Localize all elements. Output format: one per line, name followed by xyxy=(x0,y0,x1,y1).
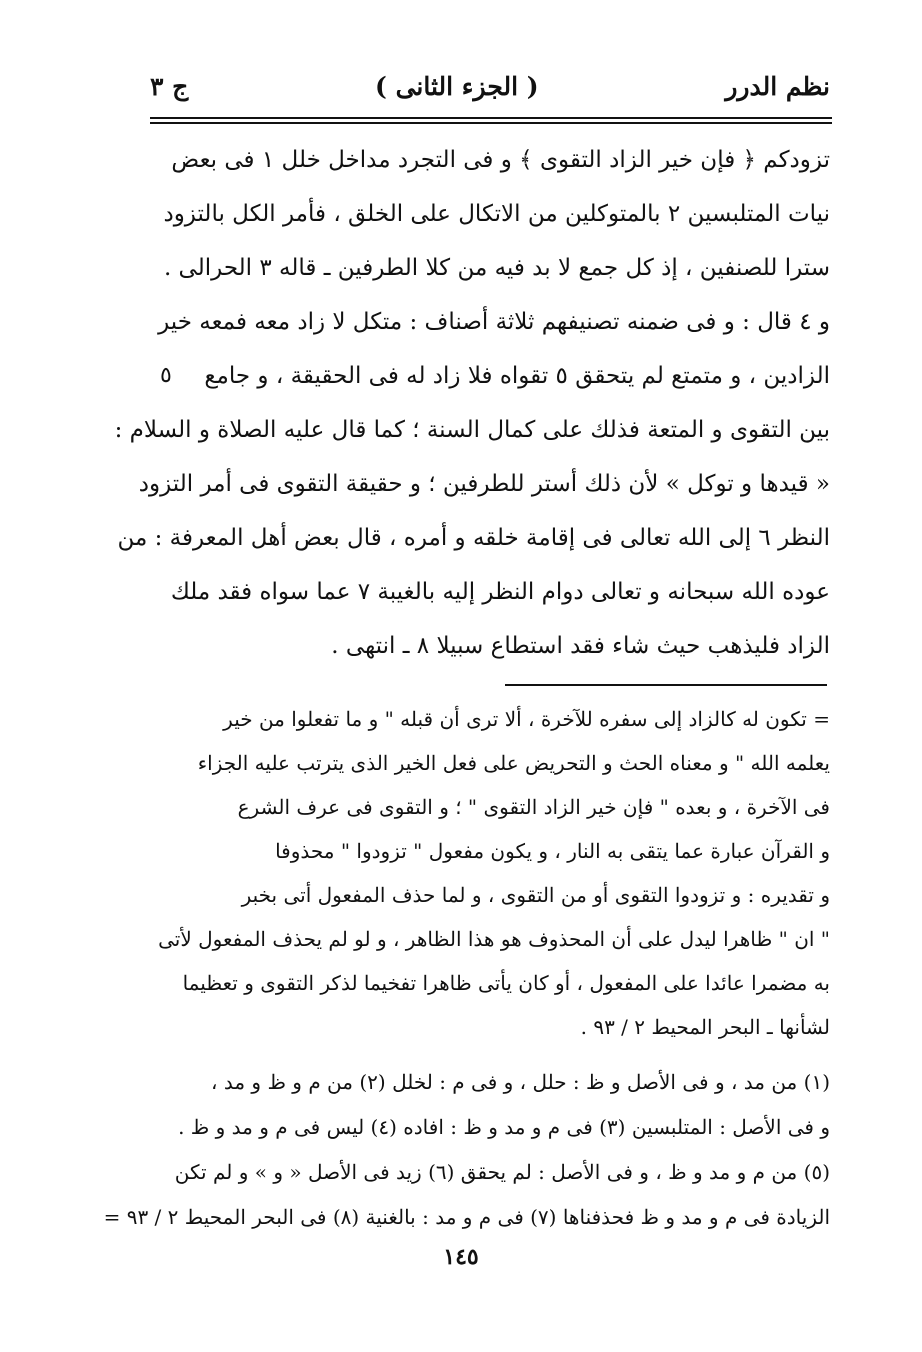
note-line: لشأنها ـ البحر المحيط ٢ / ٩٣ . xyxy=(580,1015,830,1039)
main-line: النظر ٦ إلى الله تعالى فى إقامة خلقه و أمره ، قال بعض أهل المعرفة : من xyxy=(117,525,830,551)
main-line: نيات المتلبسين ٢ بالمتوكلين من الاتكال على الخلق ، فأمر الكل بالتزود xyxy=(163,201,830,227)
footnote-line: (٥) من م و مد و ظ ، و فى الأصل : لم يحقق (٦) زيد فى الأصل « و » و لم تكن xyxy=(174,1160,830,1184)
page-number: ١٤٥ xyxy=(443,1244,479,1270)
commentary-notes xyxy=(150,697,830,1049)
footnote-separator xyxy=(505,684,827,686)
line-number-marker: ٥ xyxy=(160,363,172,388)
main-text xyxy=(114,133,830,673)
note-line: به مضمرا عائدا على المفعول ، أو كان يأتى ظاهرا تفخيما لذكر التقوى و تعظيما xyxy=(182,971,830,995)
main-line: سترا للصنفين ، إذ كل جمع لا بد فيه من كلا الطرفين ـ قاله ٣ الحرالى . xyxy=(163,255,830,281)
header-rule-double xyxy=(150,122,832,124)
note-line: و تقديره : و تزودوا التقوى أو من التقوى ، و لما حذف المفعول أتى بخبر xyxy=(241,883,830,907)
main-line: عوده الله سبحانه و تعالى دوام النظر إليه بالغيبة ٧ عما سواه فقد ملك xyxy=(170,579,830,605)
footnote-line: (١) من مد ، و فى الأصل و ظ : حلل ، و فى م : لخلل (٢) من م و ظ و مد ، xyxy=(211,1070,830,1094)
main-line: « قيدها و توكل » لأن ذلك أستر للطرفين ؛ و حقيقة التقوى فى أمر التزود xyxy=(138,471,830,497)
note-line: يعلمه الله " و معناه الحث و التحريض على فعل الخير الذى يترتب عليه الجزاء xyxy=(197,751,830,775)
header-rule xyxy=(150,117,832,119)
main-line: و ٤ قال : و فى ضمنه تصنيفهم ثلاثة أصناف : متكل لا زاد معه فمعه خير xyxy=(158,309,830,335)
footnote-line: و فى الأصل : المتلبسين (٣) فى م و مد و ظ : افاده (٤) ليس فى م و مد و ظ . xyxy=(178,1115,830,1139)
page-header xyxy=(150,64,830,108)
main-line: الزاد فليذهب حيث شاء فقد استطاع سبيلا ٨ ـ انتهى . xyxy=(331,633,830,659)
book-title: نظم الدرر xyxy=(725,71,830,101)
note-line: = تكون له كالزاد إلى سفره للآخرة ، ألا ترى أن قبله " و ما تفعلوا من خير xyxy=(223,707,830,731)
volume-mark: ج ٣ xyxy=(150,71,189,101)
note-line: فى الآخرة ، و بعده " فإن خير الزاد التقوى " ؛ و التقوى فى عرف الشرع xyxy=(237,795,830,819)
footnote-line: الزيادة فى م و مد و ظ فحذفناها (٧) فى م و مد : بالغنية (٨) فى البحر المحيط ٢ / ٩٣ = xyxy=(103,1205,830,1229)
footnotes xyxy=(103,1060,830,1240)
main-line: تزودكم ﴿ فإن خير الزاد التقوى ﴾ و فى التجرد مداخل خلل ١ فى بعض xyxy=(171,147,830,173)
part-label: ( الجزء الثانى ) xyxy=(375,71,539,101)
main-line: بين التقوى و المتعة فذلك على كمال السنة ؛ كما قال عليه الصلاة و السلام : xyxy=(114,417,830,443)
note-line: و القرآن عبارة عما يتقى به النار ، و يكون مفعول " تزودوا " محذوفا xyxy=(275,839,830,863)
note-line: " ان " ظاهرا ليدل على أن المحذوف هو هذا الظاهر ، و لو لم يحذف المفعول لأتى xyxy=(158,927,830,951)
main-line: الزادين ، و متمتع لم يتحقق ٥ تقواه فلا زاد له فى الحقيقة ، و جامع xyxy=(204,363,830,389)
